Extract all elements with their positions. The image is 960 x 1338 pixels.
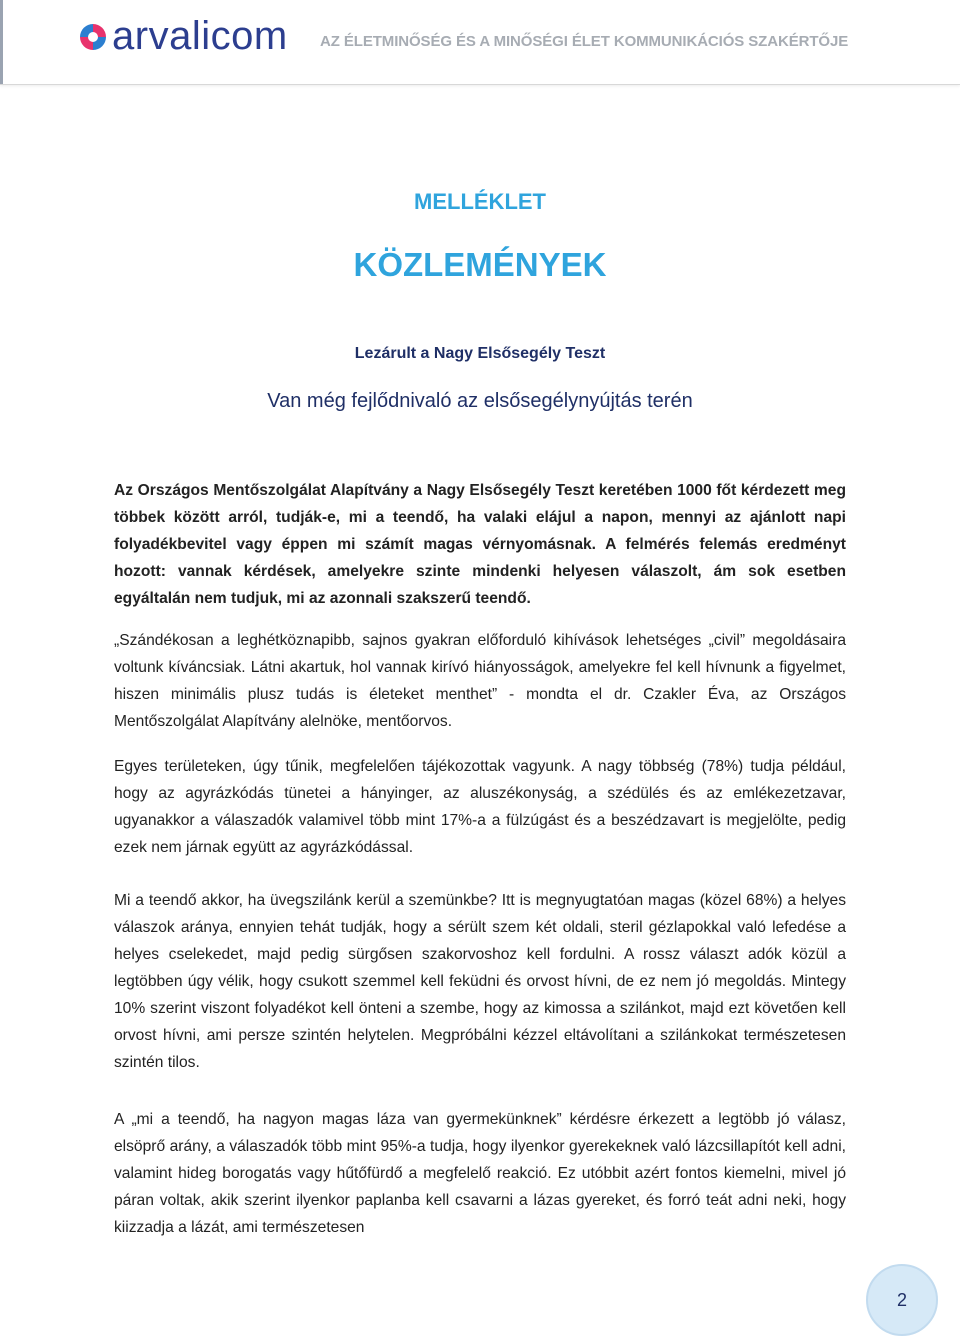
paragraph-concussion <box>114 753 846 861</box>
page-header <box>0 0 960 85</box>
paragraph-text: A „mi a teendő, ha nagyon magas láza van gyermekünknek” kérdésre érkezett a legtöbb jó válasz, elsöprő arány, a válaszadók több mint 95%-a tudja, hogy ilyenkor gyerekeknek való lázcsillapítót kell adni, valamint hideg borogatás vagy hűtőfürdő a megfelelő reakció. Ez utóbbit azért fontos kiemelni, mivel jó páran voltak, akik szerint ilyenkor paplanba kell csavarni a lázas gyereket, és forró teát adni neki, hogy kiizzadja a lázát, ami természetesen <box>114 1111 846 1236</box>
paragraph-glass-shard <box>114 887 846 1076</box>
paragraph-text: Egyes területeken, úgy tűnik, megfelelően tájékozottak vagyunk. A nagy többség (78%) tudja például, hogy az agyrázkódás tünetei a hányinger, az aluszékonyság, a szédülés és az emlékezetzavar, ugyanakkor a válaszadók valamivel több mint 17%-a a fülzúgást és a beszédzavart is megjelölte, pedig ezek nem járnak együtt az agyrázkódással. <box>114 758 846 856</box>
arvalicom-logo-icon <box>78 22 108 52</box>
page-number-badge: 2 <box>866 1264 938 1336</box>
header-edge-bar <box>0 0 3 84</box>
paragraph-lead <box>114 477 846 612</box>
paragraph-text: Mi a teendő akkor, ha üvegszilánk kerül a szemünkbe? Itt is megnyugtatóan magas (közel 68%) a helyes válaszok aránya, ennyien tehát tudják, hogy a sérült szem két oldali, steril gézlapokkal való lefedése a helyes cselekedet, majd pedig sürgősen szakorvoshoz kell fordulni. A rossz választ adók közül a legtöbben úgy vélik, hogy csukott szemmel kell feküdni és orvost hívni, de ez nem jó megoldás. Mintegy 10% szerint viszont folyadékot kell önteni a szembe, hogy az kimossa a szilánkot, majd ezt követően kell orvost hívni, ami persze szintén helytelen. Megpróbálni kézzel eltávolítani a szilánkokat természetesen szintén tilos. <box>114 892 846 1071</box>
main-title: KÖZLEMÉNYEK <box>353 246 607 283</box>
appendix-heading: MELLÉKLET <box>414 189 546 214</box>
paragraph-text: Az Országos Mentőszolgálat Alapítvány a Nagy Elsősegély Teszt keretében 1000 főt kérdezett meg többek között arról, tudják-e, mi a teendő, ha valaki elájul a napon, mennyi az ajánlott napi folyadékbevitel vagy éppen mi számít magas vérnyomásnak. A felmérés felemás eredményt hozott: vannak kérdések, amelyekre szinte mindenki helyesen válaszolt, ám sok esetben egyáltalán nem tudjuk, mi az azonnali szakszerű teendő. <box>114 482 846 607</box>
paragraph-text: „Szándékosan a leghétköznapibb, sajnos gyakran előforduló kihívások lehetséges „civil” megoldásaira voltunk kíváncsiak. Látni akartuk, hol vannak kirívó hiányosságok, amelyekre fel kell hívnunk a figyelmet, hiszen minimális plusz tudás is életeket menthet” - mondta el dr. Czakler Éva, az Országos Mentőszolgálat Alapítvány alelnöke, mentőorvos. <box>114 632 846 730</box>
press-release-subtitle: Lezárult a Nagy Elsősegély Teszt <box>354 345 606 362</box>
paragraph-fever <box>114 1106 846 1241</box>
paragraph-quote <box>114 627 846 735</box>
press-release-headline: Van még fejlődnivaló az elsősegélynyújtás terén <box>267 390 693 412</box>
logo-text: arvalicom <box>112 14 288 58</box>
header-tagline: AZ ÉLETMINŐSÉG ÉS A MINŐSÉGI ÉLET KOMMUNIKÁCIÓS SZAKÉRTŐJE <box>320 33 849 50</box>
